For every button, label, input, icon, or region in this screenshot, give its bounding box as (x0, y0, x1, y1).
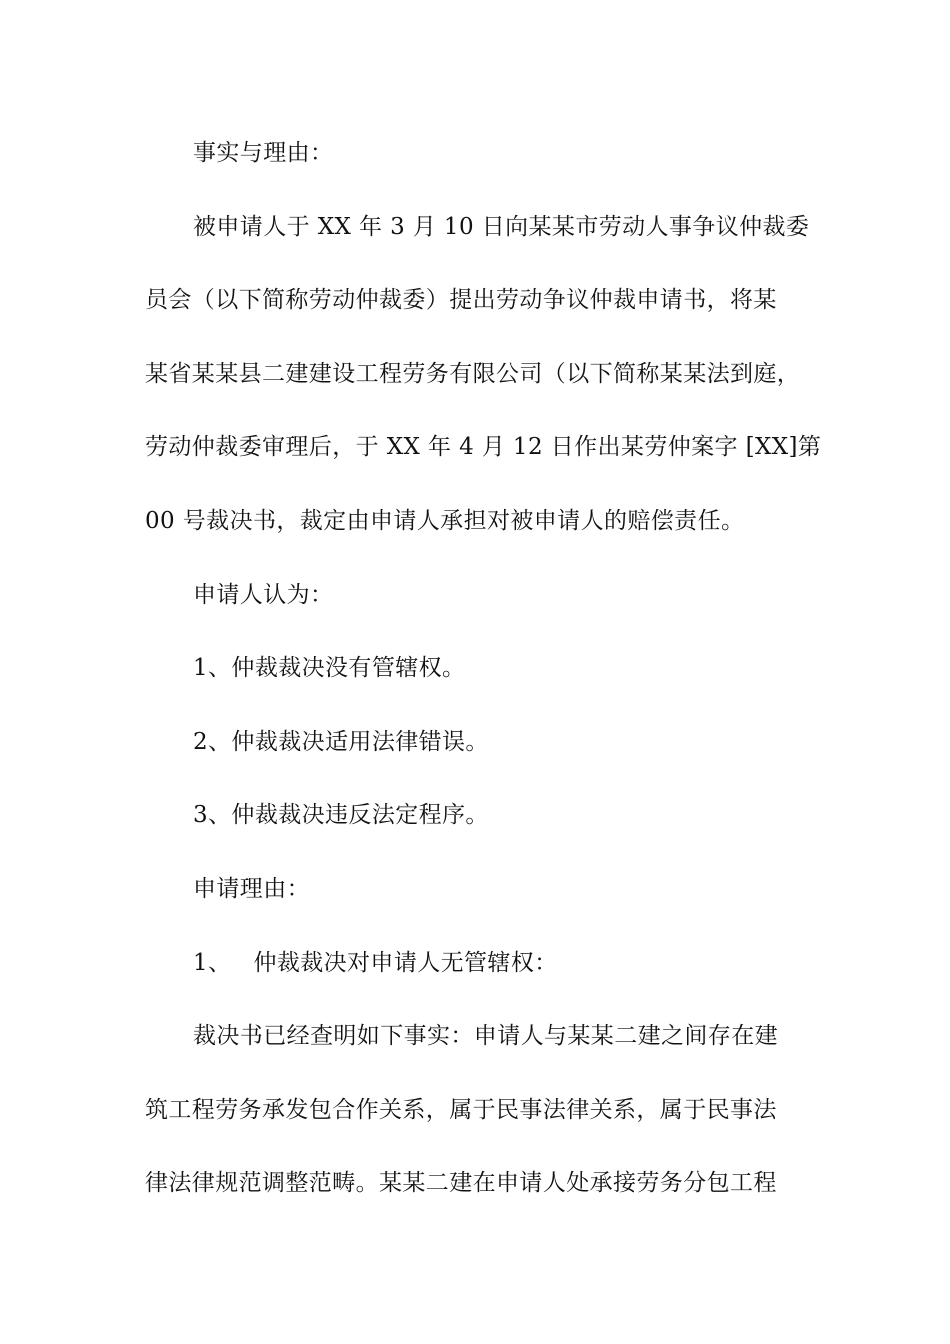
paragraph-line: 某省某某县二建建设工程劳务有限公司（以下简称某某法到庭， (145, 360, 801, 387)
paragraph-line: 员会（以下简称劳动仲裁委）提出劳动争议仲裁申请书，将某 (145, 287, 777, 314)
paragraph-line: 被申请人于 XX 年 3 月 10 日向某某市劳动人事争议仲裁委 (193, 213, 810, 240)
paragraph-line: 裁决书已经查明如下事实：申请人与某某二建之间存在建 (193, 1023, 778, 1050)
numbered-heading (145, 934, 810, 1008)
paragraph-line: 00 号裁决书，裁定由申请人承担对被申请人的赔偿责任。 (145, 507, 745, 534)
section-heading-facts: 事实与理由： (193, 140, 334, 166)
paragraph-line: 劳动仲裁委审理后，于 XX 年 4 月 12 日作出某劳仲案字 [XX]第 (145, 434, 822, 461)
list-item: 2、仲裁裁决适用法律错误。 (193, 728, 489, 755)
section-heading-opinion: 申请人认为： (193, 581, 334, 608)
paragraph-line: 律法律规范调整范畴。某某二建在申请人处承接劳务分包工程 (145, 1170, 777, 1197)
document-body (145, 124, 822, 1228)
heading-number: 1、 (193, 949, 232, 976)
heading-text: 仲裁裁决对申请人无管辖权： (253, 949, 558, 976)
list-item: 1、仲裁裁决没有管辖权。 (193, 655, 466, 682)
paragraph-line: 筑工程劳务承发包合作关系，属于民事法律关系，属于民事法 (145, 1096, 777, 1123)
list-item: 3、仲裁裁决违反法定程序。 (193, 802, 489, 829)
section-heading-reasons: 申请理由： (193, 875, 310, 902)
